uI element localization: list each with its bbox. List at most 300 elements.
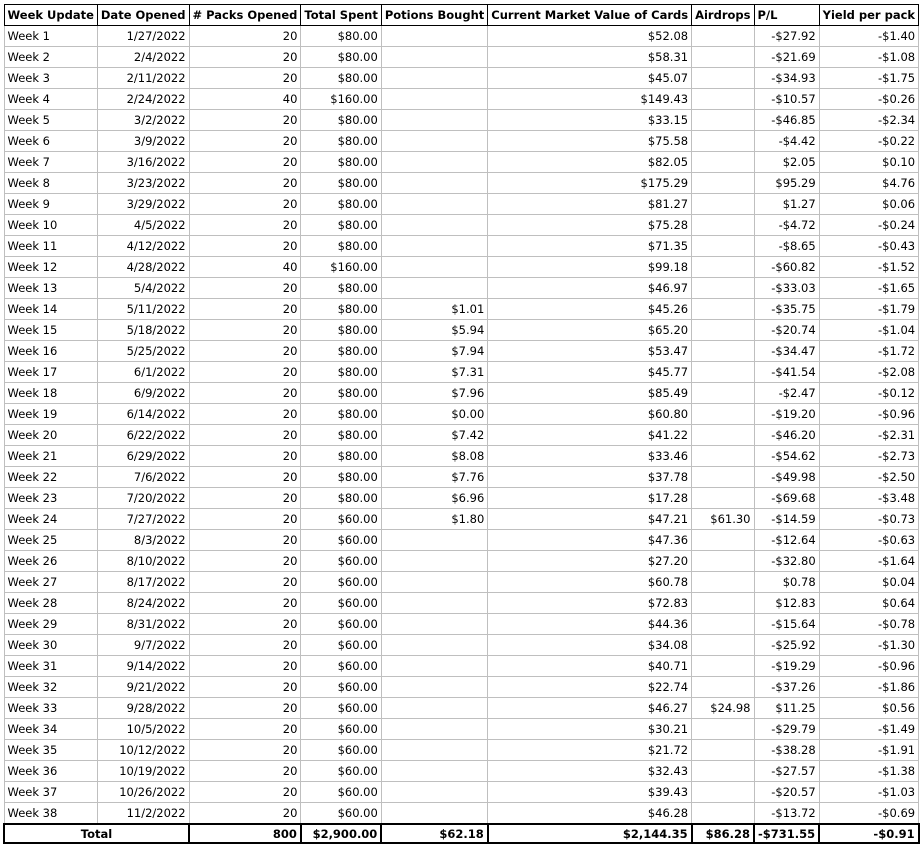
potions-cell bbox=[381, 215, 487, 236]
market-value-cell: $52.08 bbox=[488, 26, 692, 47]
airdrops-cell bbox=[692, 257, 754, 278]
pl-cell: -$37.26 bbox=[754, 677, 819, 698]
yield-cell: -$1.40 bbox=[819, 26, 918, 47]
potions-cell: $7.42 bbox=[381, 425, 487, 446]
date-cell: 8/31/2022 bbox=[97, 614, 189, 635]
spent-cell: $60.00 bbox=[301, 761, 381, 782]
table-row bbox=[4, 635, 919, 656]
table-row bbox=[4, 89, 919, 110]
yield-cell: -$2.34 bbox=[819, 110, 918, 131]
airdrops-cell bbox=[692, 194, 754, 215]
potions-cell bbox=[381, 698, 487, 719]
yield-cell: $0.06 bbox=[819, 194, 918, 215]
spent-cell: $80.00 bbox=[301, 488, 381, 509]
packs-cell: 20 bbox=[189, 677, 301, 698]
yield-cell: -$1.08 bbox=[819, 47, 918, 68]
spent-cell: $80.00 bbox=[301, 299, 381, 320]
table-row bbox=[4, 656, 919, 677]
header-airdrops: Airdrops bbox=[692, 5, 754, 26]
date-cell: 7/20/2022 bbox=[97, 488, 189, 509]
airdrops-cell bbox=[692, 362, 754, 383]
airdrops-cell bbox=[692, 530, 754, 551]
airdrops-cell: $61.30 bbox=[692, 509, 754, 530]
packs-cell: 20 bbox=[189, 719, 301, 740]
potions-cell bbox=[381, 47, 487, 68]
table-row bbox=[4, 26, 919, 47]
table-row bbox=[4, 110, 919, 131]
spent-cell: $60.00 bbox=[301, 677, 381, 698]
market-value-cell: $45.07 bbox=[488, 68, 692, 89]
market-value-cell: $32.43 bbox=[488, 761, 692, 782]
packs-cell: 20 bbox=[189, 299, 301, 320]
packs-cell: 20 bbox=[189, 320, 301, 341]
pl-cell: -$34.47 bbox=[754, 341, 819, 362]
market-value-cell: $60.80 bbox=[488, 404, 692, 425]
pl-cell: $0.78 bbox=[754, 572, 819, 593]
yield-cell: -$2.31 bbox=[819, 425, 918, 446]
yield-cell: -$0.24 bbox=[819, 215, 918, 236]
packs-cell: 20 bbox=[189, 572, 301, 593]
packs-cell: 20 bbox=[189, 551, 301, 572]
table-row bbox=[4, 488, 919, 509]
potions-cell: $7.76 bbox=[381, 467, 487, 488]
packs-cell: 20 bbox=[189, 215, 301, 236]
total-airdrops: $86.28 bbox=[692, 824, 754, 843]
date-cell: 5/25/2022 bbox=[97, 341, 189, 362]
potions-cell: $7.31 bbox=[381, 362, 487, 383]
pl-cell: -$10.57 bbox=[754, 89, 819, 110]
yield-cell: -$0.12 bbox=[819, 383, 918, 404]
table-row bbox=[4, 425, 919, 446]
airdrops-cell bbox=[692, 614, 754, 635]
table-row bbox=[4, 761, 919, 782]
market-value-cell: $53.47 bbox=[488, 341, 692, 362]
date-cell: 4/28/2022 bbox=[97, 257, 189, 278]
date-cell: 2/24/2022 bbox=[97, 89, 189, 110]
table-row bbox=[4, 404, 919, 425]
date-cell: 10/19/2022 bbox=[97, 761, 189, 782]
date-cell: 3/23/2022 bbox=[97, 173, 189, 194]
spent-cell: $80.00 bbox=[301, 110, 381, 131]
yield-cell: -$0.26 bbox=[819, 89, 918, 110]
potions-cell: $7.94 bbox=[381, 341, 487, 362]
packs-cell: 20 bbox=[189, 635, 301, 656]
pl-cell: -$12.64 bbox=[754, 530, 819, 551]
potions-cell bbox=[381, 677, 487, 698]
date-cell: 8/3/2022 bbox=[97, 530, 189, 551]
week-cell: Week 21 bbox=[4, 446, 97, 467]
pl-cell: -$19.29 bbox=[754, 656, 819, 677]
table-row bbox=[4, 677, 919, 698]
week-cell: Week 29 bbox=[4, 614, 97, 635]
spent-cell: $160.00 bbox=[301, 89, 381, 110]
week-cell: Week 8 bbox=[4, 173, 97, 194]
header-total-spent: Total Spent bbox=[301, 5, 381, 26]
pl-cell: -$27.92 bbox=[754, 26, 819, 47]
pl-cell: $95.29 bbox=[754, 173, 819, 194]
week-cell: Week 3 bbox=[4, 68, 97, 89]
airdrops-cell bbox=[692, 131, 754, 152]
potions-cell bbox=[381, 131, 487, 152]
airdrops-cell bbox=[692, 278, 754, 299]
table-row bbox=[4, 257, 919, 278]
table-row bbox=[4, 530, 919, 551]
week-cell: Week 11 bbox=[4, 236, 97, 257]
date-cell: 1/27/2022 bbox=[97, 26, 189, 47]
spent-cell: $60.00 bbox=[301, 614, 381, 635]
spent-cell: $80.00 bbox=[301, 341, 381, 362]
date-cell: 4/5/2022 bbox=[97, 215, 189, 236]
yield-cell: -$1.79 bbox=[819, 299, 918, 320]
potions-cell: $1.80 bbox=[381, 509, 487, 530]
pl-cell: -$60.82 bbox=[754, 257, 819, 278]
spent-cell: $80.00 bbox=[301, 278, 381, 299]
date-cell: 9/14/2022 bbox=[97, 656, 189, 677]
market-value-cell: $46.97 bbox=[488, 278, 692, 299]
market-value-cell: $81.27 bbox=[488, 194, 692, 215]
total-pl: -$731.55 bbox=[754, 824, 819, 843]
potions-cell bbox=[381, 110, 487, 131]
packs-cell: 20 bbox=[189, 740, 301, 761]
potions-cell bbox=[381, 26, 487, 47]
market-value-cell: $45.26 bbox=[488, 299, 692, 320]
market-value-cell: $39.43 bbox=[488, 782, 692, 803]
week-cell: Week 7 bbox=[4, 152, 97, 173]
pl-cell: $1.27 bbox=[754, 194, 819, 215]
potions-cell bbox=[381, 530, 487, 551]
packs-cell: 20 bbox=[189, 761, 301, 782]
potions-cell bbox=[381, 572, 487, 593]
date-cell: 9/21/2022 bbox=[97, 677, 189, 698]
spent-cell: $80.00 bbox=[301, 173, 381, 194]
spent-cell: $60.00 bbox=[301, 593, 381, 614]
yield-cell: -$1.04 bbox=[819, 320, 918, 341]
week-cell: Week 24 bbox=[4, 509, 97, 530]
table-row bbox=[4, 68, 919, 89]
packs-cell: 20 bbox=[189, 803, 301, 825]
table-row bbox=[4, 446, 919, 467]
potions-cell bbox=[381, 593, 487, 614]
market-value-cell: $45.77 bbox=[488, 362, 692, 383]
airdrops-cell bbox=[692, 719, 754, 740]
market-value-cell: $34.08 bbox=[488, 635, 692, 656]
spent-cell: $80.00 bbox=[301, 68, 381, 89]
date-cell: 4/12/2022 bbox=[97, 236, 189, 257]
week-cell: Week 5 bbox=[4, 110, 97, 131]
market-value-cell: $99.18 bbox=[488, 257, 692, 278]
market-value-cell: $41.22 bbox=[488, 425, 692, 446]
table-row bbox=[4, 194, 919, 215]
potions-cell bbox=[381, 257, 487, 278]
week-cell: Week 1 bbox=[4, 26, 97, 47]
airdrops-cell bbox=[692, 26, 754, 47]
market-value-cell: $71.35 bbox=[488, 236, 692, 257]
yield-cell: -$1.65 bbox=[819, 278, 918, 299]
week-cell: Week 31 bbox=[4, 656, 97, 677]
packs-cell: 20 bbox=[189, 26, 301, 47]
packs-cell: 20 bbox=[189, 131, 301, 152]
yield-cell: -$0.22 bbox=[819, 131, 918, 152]
spent-cell: $80.00 bbox=[301, 236, 381, 257]
spent-cell: $80.00 bbox=[301, 152, 381, 173]
airdrops-cell bbox=[692, 215, 754, 236]
spent-cell: $60.00 bbox=[301, 782, 381, 803]
potions-cell bbox=[381, 194, 487, 215]
pl-cell: -$4.72 bbox=[754, 215, 819, 236]
week-cell: Week 9 bbox=[4, 194, 97, 215]
spent-cell: $80.00 bbox=[301, 131, 381, 152]
packs-cell: 20 bbox=[189, 236, 301, 257]
pl-cell: -$41.54 bbox=[754, 362, 819, 383]
pl-cell: -$35.75 bbox=[754, 299, 819, 320]
potions-cell bbox=[381, 635, 487, 656]
pl-cell: -$69.68 bbox=[754, 488, 819, 509]
spent-cell: $60.00 bbox=[301, 740, 381, 761]
pl-cell: -$8.65 bbox=[754, 236, 819, 257]
date-cell: 7/27/2022 bbox=[97, 509, 189, 530]
week-cell: Week 34 bbox=[4, 719, 97, 740]
total-potions: $62.18 bbox=[381, 824, 487, 843]
market-value-cell: $47.21 bbox=[488, 509, 692, 530]
total-spent: $2,900.00 bbox=[301, 824, 381, 843]
packs-cell: 20 bbox=[189, 194, 301, 215]
market-value-cell: $85.49 bbox=[488, 383, 692, 404]
total-label: Total bbox=[4, 824, 189, 843]
date-cell: 5/4/2022 bbox=[97, 278, 189, 299]
spent-cell: $80.00 bbox=[301, 47, 381, 68]
packs-cell: 20 bbox=[189, 698, 301, 719]
airdrops-cell bbox=[692, 152, 754, 173]
yield-cell: $0.04 bbox=[819, 572, 918, 593]
potions-cell bbox=[381, 551, 487, 572]
date-cell: 3/9/2022 bbox=[97, 131, 189, 152]
market-value-cell: $65.20 bbox=[488, 320, 692, 341]
airdrops-cell bbox=[692, 656, 754, 677]
table-row bbox=[4, 782, 919, 803]
yield-cell: -$1.49 bbox=[819, 719, 918, 740]
airdrops-cell bbox=[692, 320, 754, 341]
date-cell: 11/2/2022 bbox=[97, 803, 189, 825]
table-row bbox=[4, 131, 919, 152]
date-cell: 2/4/2022 bbox=[97, 47, 189, 68]
week-cell: Week 17 bbox=[4, 362, 97, 383]
potions-cell bbox=[381, 656, 487, 677]
spent-cell: $80.00 bbox=[301, 362, 381, 383]
market-value-cell: $37.78 bbox=[488, 467, 692, 488]
potions-cell: $7.96 bbox=[381, 383, 487, 404]
table-row bbox=[4, 173, 919, 194]
packs-cell: 20 bbox=[189, 593, 301, 614]
yield-cell: -$1.75 bbox=[819, 68, 918, 89]
packs-cell: 40 bbox=[189, 89, 301, 110]
header-row bbox=[4, 5, 919, 26]
market-value-cell: $46.27 bbox=[488, 698, 692, 719]
table-row bbox=[4, 614, 919, 635]
yield-cell: -$1.52 bbox=[819, 257, 918, 278]
table-row bbox=[4, 698, 919, 719]
yield-cell: -$1.86 bbox=[819, 677, 918, 698]
table-row bbox=[4, 341, 919, 362]
packs-cell: 20 bbox=[189, 530, 301, 551]
table-row bbox=[4, 509, 919, 530]
market-value-cell: $72.83 bbox=[488, 593, 692, 614]
spent-cell: $60.00 bbox=[301, 698, 381, 719]
week-cell: Week 2 bbox=[4, 47, 97, 68]
week-cell: Week 33 bbox=[4, 698, 97, 719]
pl-cell: -$20.57 bbox=[754, 782, 819, 803]
market-value-cell: $33.46 bbox=[488, 446, 692, 467]
pack-tracker-table bbox=[3, 4, 920, 844]
pl-cell: -$33.03 bbox=[754, 278, 819, 299]
packs-cell: 20 bbox=[189, 278, 301, 299]
yield-cell: -$2.50 bbox=[819, 467, 918, 488]
yield-cell: -$1.64 bbox=[819, 551, 918, 572]
date-cell: 5/11/2022 bbox=[97, 299, 189, 320]
market-value-cell: $75.58 bbox=[488, 131, 692, 152]
pl-cell: -$25.92 bbox=[754, 635, 819, 656]
potions-cell bbox=[381, 782, 487, 803]
market-value-cell: $17.28 bbox=[488, 488, 692, 509]
pl-cell: -$13.72 bbox=[754, 803, 819, 825]
airdrops-cell bbox=[692, 110, 754, 131]
potions-cell bbox=[381, 173, 487, 194]
pl-cell: -$2.47 bbox=[754, 383, 819, 404]
total-row bbox=[4, 824, 919, 843]
date-cell: 3/2/2022 bbox=[97, 110, 189, 131]
packs-cell: 20 bbox=[189, 656, 301, 677]
spent-cell: $60.00 bbox=[301, 656, 381, 677]
airdrops-cell bbox=[692, 173, 754, 194]
yield-cell: -$0.43 bbox=[819, 236, 918, 257]
date-cell: 10/5/2022 bbox=[97, 719, 189, 740]
market-value-cell: $47.36 bbox=[488, 530, 692, 551]
spent-cell: $80.00 bbox=[301, 383, 381, 404]
airdrops-cell bbox=[692, 740, 754, 761]
yield-cell: -$0.73 bbox=[819, 509, 918, 530]
yield-cell: -$2.73 bbox=[819, 446, 918, 467]
table-row bbox=[4, 299, 919, 320]
airdrops-cell bbox=[692, 299, 754, 320]
packs-cell: 20 bbox=[189, 362, 301, 383]
potions-cell bbox=[381, 614, 487, 635]
week-cell: Week 36 bbox=[4, 761, 97, 782]
date-cell: 6/9/2022 bbox=[97, 383, 189, 404]
pl-cell: $11.25 bbox=[754, 698, 819, 719]
date-cell: 6/14/2022 bbox=[97, 404, 189, 425]
market-value-cell: $149.43 bbox=[488, 89, 692, 110]
packs-cell: 40 bbox=[189, 257, 301, 278]
yield-cell: -$0.63 bbox=[819, 530, 918, 551]
date-cell: 10/26/2022 bbox=[97, 782, 189, 803]
market-value-cell: $40.71 bbox=[488, 656, 692, 677]
potions-cell bbox=[381, 68, 487, 89]
spent-cell: $80.00 bbox=[301, 26, 381, 47]
yield-cell: -$1.38 bbox=[819, 761, 918, 782]
yield-cell: -$0.96 bbox=[819, 656, 918, 677]
potions-cell bbox=[381, 740, 487, 761]
yield-cell: $0.10 bbox=[819, 152, 918, 173]
packs-cell: 20 bbox=[189, 425, 301, 446]
table-row bbox=[4, 719, 919, 740]
packs-cell: 20 bbox=[189, 404, 301, 425]
table-row bbox=[4, 152, 919, 173]
week-cell: Week 35 bbox=[4, 740, 97, 761]
week-cell: Week 30 bbox=[4, 635, 97, 656]
date-cell: 3/29/2022 bbox=[97, 194, 189, 215]
pl-cell: $12.83 bbox=[754, 593, 819, 614]
spent-cell: $80.00 bbox=[301, 467, 381, 488]
header-potions-bought: Potions Bought bbox=[381, 5, 487, 26]
yield-cell: $0.64 bbox=[819, 593, 918, 614]
airdrops-cell bbox=[692, 677, 754, 698]
week-cell: Week 15 bbox=[4, 320, 97, 341]
table-row bbox=[4, 215, 919, 236]
packs-cell: 20 bbox=[189, 47, 301, 68]
airdrops-cell bbox=[692, 236, 754, 257]
airdrops-cell bbox=[692, 761, 754, 782]
yield-cell: -$1.03 bbox=[819, 782, 918, 803]
header-yield-per-pack: Yield per pack bbox=[819, 5, 918, 26]
airdrops-cell bbox=[692, 446, 754, 467]
date-cell: 5/18/2022 bbox=[97, 320, 189, 341]
spent-cell: $80.00 bbox=[301, 446, 381, 467]
total-market-value: $2,144.35 bbox=[488, 824, 692, 843]
pl-cell: -$46.20 bbox=[754, 425, 819, 446]
market-value-cell: $21.72 bbox=[488, 740, 692, 761]
pl-cell: -$38.28 bbox=[754, 740, 819, 761]
packs-cell: 20 bbox=[189, 782, 301, 803]
header-week-update: Week Update bbox=[4, 5, 97, 26]
date-cell: 7/6/2022 bbox=[97, 467, 189, 488]
airdrops-cell bbox=[692, 404, 754, 425]
packs-cell: 20 bbox=[189, 68, 301, 89]
week-cell: Week 13 bbox=[4, 278, 97, 299]
airdrops-cell bbox=[692, 572, 754, 593]
date-cell: 10/12/2022 bbox=[97, 740, 189, 761]
market-value-cell: $82.05 bbox=[488, 152, 692, 173]
week-cell: Week 22 bbox=[4, 467, 97, 488]
spent-cell: $80.00 bbox=[301, 194, 381, 215]
table-row bbox=[4, 47, 919, 68]
airdrops-cell bbox=[692, 635, 754, 656]
spent-cell: $60.00 bbox=[301, 719, 381, 740]
airdrops-cell: $24.98 bbox=[692, 698, 754, 719]
date-cell: 9/7/2022 bbox=[97, 635, 189, 656]
market-value-cell: $60.78 bbox=[488, 572, 692, 593]
yield-cell: -$2.08 bbox=[819, 362, 918, 383]
week-cell: Week 12 bbox=[4, 257, 97, 278]
potions-cell bbox=[381, 803, 487, 825]
spent-cell: $60.00 bbox=[301, 509, 381, 530]
yield-cell: -$0.78 bbox=[819, 614, 918, 635]
packs-cell: 20 bbox=[189, 110, 301, 131]
table-row bbox=[4, 740, 919, 761]
pl-cell: -$46.85 bbox=[754, 110, 819, 131]
week-cell: Week 16 bbox=[4, 341, 97, 362]
yield-cell: $4.76 bbox=[819, 173, 918, 194]
header-date-opened: Date Opened bbox=[97, 5, 189, 26]
potions-cell bbox=[381, 719, 487, 740]
potions-cell bbox=[381, 761, 487, 782]
spent-cell: $80.00 bbox=[301, 215, 381, 236]
table-row bbox=[4, 383, 919, 404]
header-pl: P/L bbox=[754, 5, 819, 26]
potions-cell bbox=[381, 89, 487, 110]
spent-cell: $60.00 bbox=[301, 803, 381, 825]
yield-cell: -$1.72 bbox=[819, 341, 918, 362]
potions-cell: $1.01 bbox=[381, 299, 487, 320]
pl-cell: $2.05 bbox=[754, 152, 819, 173]
